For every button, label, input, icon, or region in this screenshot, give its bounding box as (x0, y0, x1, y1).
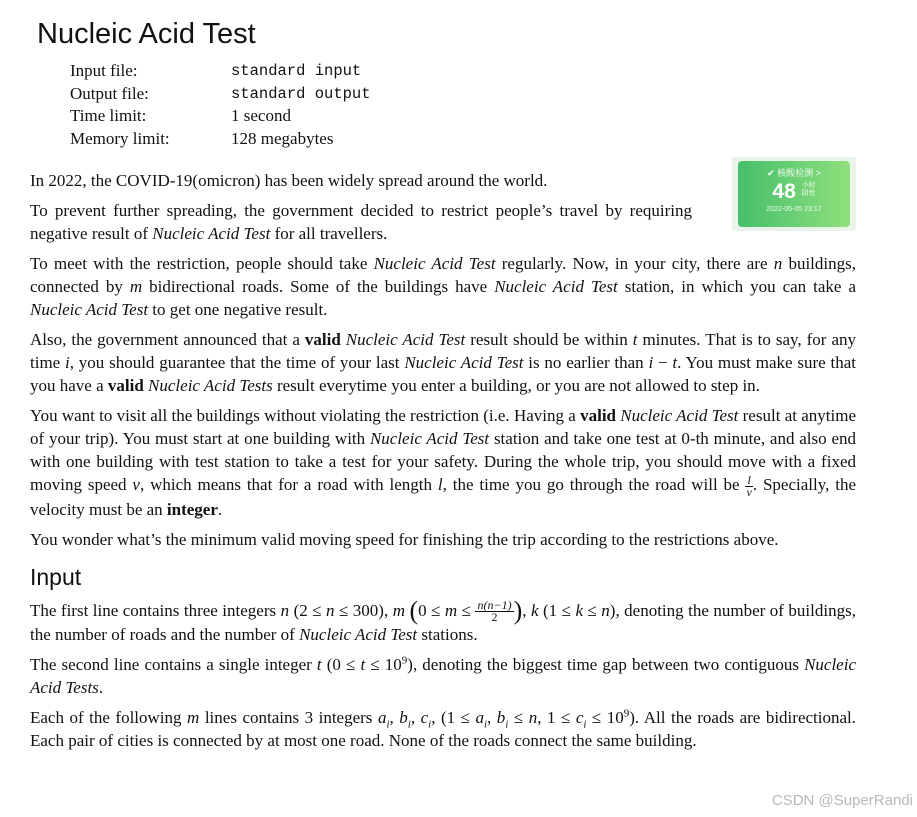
limit-key: Memory limit: (70, 128, 170, 148)
limit-row-time (70, 105, 856, 128)
intro-block (30, 169, 856, 245)
input-paragraph-1: The first line contains three integers n (2 ≤ n ≤ 300), m (0 ≤ m ≤ $\frac{n(n-1)}{2}$ ), k (1 ≤ k ≤ n), denoting the number of buildings, the number of roads and the number of Nucleic Acid Test stations. (30, 595, 856, 645)
badge-hours: 48 小时 阴性 (772, 180, 816, 203)
test-result-card (738, 161, 850, 227)
input-heading: Input (30, 563, 82, 590)
badge-datetime: 2022-05-05 23:17 (766, 206, 822, 213)
limit-value: standard input (231, 62, 362, 80)
limit-row-input-file (70, 60, 856, 83)
limit-row-memory (70, 128, 856, 151)
problem-page (30, 14, 856, 752)
limit-value: 128 megabytes (231, 128, 334, 148)
limit-key: Time limit: (70, 106, 147, 125)
input-paragraph-2: The second line contains a single integer t $(0 \le t \le 10^9)$, denoting the biggest time gap between two contiguous Nucleic Acid Tests. (30, 654, 856, 698)
limit-key: Output file: (70, 83, 149, 103)
statement-paragraph-6: You wonder what’s the minimum valid moving speed for finishing the trip according to the restrictions above. (30, 529, 779, 549)
intro-paragraph-1: In 2022, the COVID-19(omicron) has been widely spread around the world. (30, 171, 548, 190)
check-circle-icon: ✔ (767, 168, 775, 178)
limit-value: 1 second (231, 106, 291, 125)
statement-paragraph-5: You want to visit all the buildings without violating the restriction (i.e. Having a valid Nucleic Acid Test result at anytime of your trip). You must start at one building with Nucleic Acid Test station and take one test at 0-th minute, and also end with one building with test station to take a test for your safety. During the whole trip, you should move with a fixed moving speed v, which means that for a road with length l, the time you go through the road will be $\frac{l}{v}$ . Specially, the velocity must be an integer. (30, 406, 856, 519)
health-code-badge (732, 157, 856, 231)
input-paragraph-3: Each of the following m lines contains 3 integers $a_i$, $b_i$, $c_i$, ($1 \le a_i$, $b_i \le n$, $1 \le c_i \le 10^9$). All the roads are bidirectional. Each pair of cities is connected by at most one road. None of the roads connect the same building. (30, 707, 856, 751)
intro-paragraph-2: To prevent further spreading, the government decided to restrict people’s travel by requiring negative result of Nucleic Acid Test for all travellers. (30, 201, 692, 243)
problem-title: Nucleic Acid Test (37, 18, 256, 50)
badge-unit-negative: 阴性 (801, 190, 816, 197)
badge-label: ✔ 核酸检测 > (767, 168, 821, 178)
limit-value: standard output (231, 84, 371, 103)
limit-row-output-file (70, 83, 856, 106)
badge-unit-hours: 小时 (801, 182, 816, 189)
problem-limits (70, 60, 856, 150)
statement-paragraph-3: To meet with the restriction, people should take Nucleic Acid Test regularly. Now, in your city, there are n buildings, connected by m bidirectional roads. Some of the buildings have Nucleic Acid Test station, in which you can take a Nucleic Acid Test to get one negative result. (30, 254, 857, 319)
statement-paragraph-4: Also, the government announced that a valid Nucleic Acid Test result should be within t minutes. That is to say, for any time i, you should guarantee that the time of your last Nucleic Acid Test is no earlier than i − t. You must make sure that you have a valid Nucleic Acid Tests result everytime you enter a building, or you are not allowed to step in. (30, 330, 857, 395)
limit-key: Input file: (70, 61, 138, 80)
csdn-watermark: CSDN @SuperRandi (771, 792, 913, 809)
